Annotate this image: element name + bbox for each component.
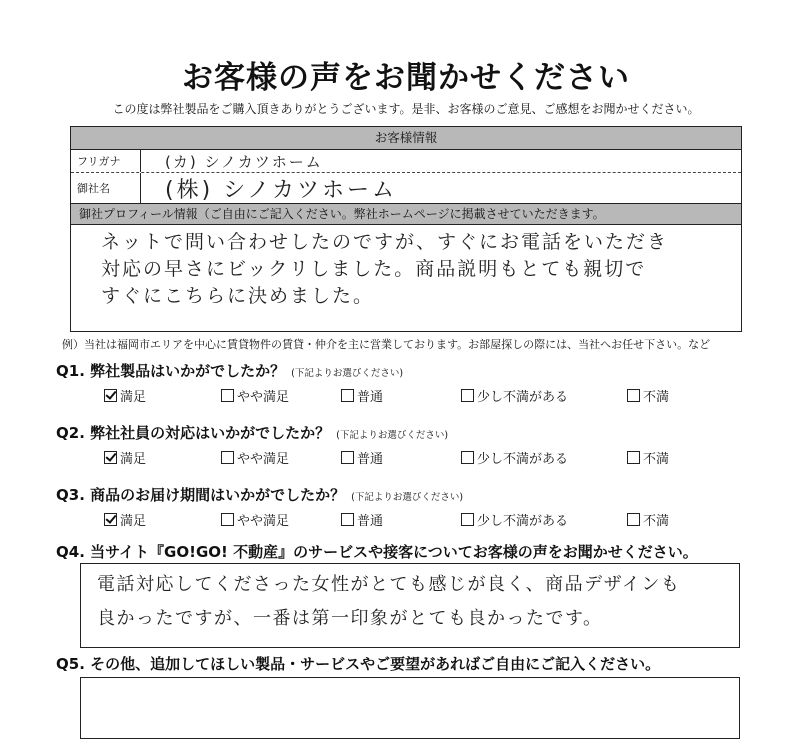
checkbox-icon <box>341 389 354 402</box>
profile-line: ネットで問い合わせしたのですが、すぐにお電話をいただき <box>101 231 669 253</box>
option-label: 普通 <box>357 390 384 405</box>
checkbox-checked-icon <box>104 513 117 526</box>
furigana-field[interactable]: (カ) シノカツホーム <box>165 152 323 171</box>
q3-title <box>56 484 463 505</box>
customer-info-header: お客様情報 <box>71 127 741 150</box>
q1-label: Q1. 弊社製品はいかがでしたか？ <box>56 362 286 380</box>
page-subtitle: この度は弊社製品をご購入頂きありがとうございます。是非、お客様のご意見、ご感想をお聞かせください。 <box>112 102 700 116</box>
profile-line: すぐにこちらに決めました。 <box>101 285 375 307</box>
q2-option-satisfied[interactable] <box>104 448 146 467</box>
q5-answer-field[interactable] <box>80 677 740 739</box>
q3-option-dissatisfied[interactable] <box>627 510 669 529</box>
q1-option-neutral[interactable] <box>341 386 383 405</box>
example-note: 例）当社は福岡市エリアを中心に賃貸物件の賃貸・仲介を主に営業しております。お部屋探しの際には、当社へお任せ下さい。など <box>62 338 711 351</box>
q3-option-satisfied[interactable] <box>104 510 146 529</box>
option-label: 不満 <box>643 390 670 405</box>
q1-title <box>56 360 403 381</box>
checkbox-checked-icon <box>104 389 117 402</box>
q2-hint: (下記よりお選びください) <box>336 430 449 441</box>
option-label: やや満足 <box>237 452 290 467</box>
option-label: 満足 <box>120 452 147 467</box>
option-label: 普通 <box>357 452 384 467</box>
q2-label: Q2. 弊社社員の対応はいかがでしたか？ <box>56 424 331 442</box>
option-label: 少し不満がある <box>477 390 569 405</box>
profile-header: 御社プロフィール情報（ご自由にご記入ください。弊社ホームページに掲載させていただきます。 <box>71 204 741 225</box>
company-label: 御社名 <box>71 173 141 203</box>
q1-option-dissatisfied[interactable] <box>627 386 669 405</box>
checkbox-icon <box>221 513 234 526</box>
q2-title <box>56 422 448 443</box>
q4-answer-line: 電話対応してくださった女性がとても感じが良く、商品デザインも <box>97 574 681 595</box>
option-label: 少し不満がある <box>477 452 569 467</box>
q3-option-neutral[interactable] <box>341 510 383 529</box>
q2-option-somewhat-dissatisfied[interactable] <box>461 448 568 467</box>
checkbox-checked-icon <box>104 451 117 464</box>
profile-field[interactable] <box>71 225 741 310</box>
q3-option-somewhat-dissatisfied[interactable] <box>461 510 568 529</box>
q3-label: Q3. 商品のお届け期間はいかがでしたか？ <box>56 486 346 504</box>
option-label: やや満足 <box>237 390 290 405</box>
furigana-row <box>71 150 741 173</box>
option-label: 不満 <box>643 514 670 529</box>
furigana-label: フリガナ <box>71 150 141 172</box>
q2-option-dissatisfied[interactable] <box>627 448 669 467</box>
checkbox-icon <box>341 513 354 526</box>
profile-line: 対応の早さにビックリしました。商品説明もとても親切で <box>101 258 647 280</box>
option-label: 少し不満がある <box>477 514 569 529</box>
checkbox-icon <box>461 451 474 464</box>
company-field[interactable]: (株) シノカツホーム <box>165 177 398 203</box>
q2-option-somewhat-satisfied[interactable] <box>221 448 289 467</box>
customer-info-box <box>70 126 742 332</box>
q3-options <box>0 510 812 532</box>
q1-hint: (下記よりお選びください) <box>291 368 404 379</box>
option-label: 満足 <box>120 390 147 405</box>
checkbox-icon <box>627 451 640 464</box>
q1-options <box>0 386 812 408</box>
checkbox-icon <box>221 451 234 464</box>
checkbox-icon <box>221 389 234 402</box>
q4-answer-field[interactable] <box>80 563 740 648</box>
option-label: やや満足 <box>237 514 290 529</box>
option-label: 普通 <box>357 514 384 529</box>
checkbox-icon <box>627 513 640 526</box>
q4-answer-line: 良かったですが、一番は第一印象がとても良かったです。 <box>97 608 603 629</box>
checkbox-icon <box>461 389 474 402</box>
checkbox-icon <box>341 451 354 464</box>
q1-option-satisfied[interactable] <box>104 386 146 405</box>
page-title: お客様の声をお聞かせください <box>182 60 630 96</box>
q1-option-somewhat-satisfied[interactable] <box>221 386 289 405</box>
q2-options <box>0 448 812 470</box>
checkbox-icon <box>627 389 640 402</box>
q3-option-somewhat-satisfied[interactable] <box>221 510 289 529</box>
q2-option-neutral[interactable] <box>341 448 383 467</box>
option-label: 不満 <box>643 452 670 467</box>
checkbox-icon <box>461 513 474 526</box>
q1-option-somewhat-dissatisfied[interactable] <box>461 386 568 405</box>
option-label: 満足 <box>120 514 147 529</box>
q4-title: Q4. 当サイト『GO!GO! 不動産』のサービスや接客についてお客様の声をお聞かせください。 <box>56 543 698 561</box>
q3-hint: (下記よりお選びください) <box>351 492 464 503</box>
company-row <box>71 173 741 204</box>
q5-title: Q5. その他、追加してほしい製品・サービスやご要望があればご自由にご記入ください。 <box>56 655 661 673</box>
